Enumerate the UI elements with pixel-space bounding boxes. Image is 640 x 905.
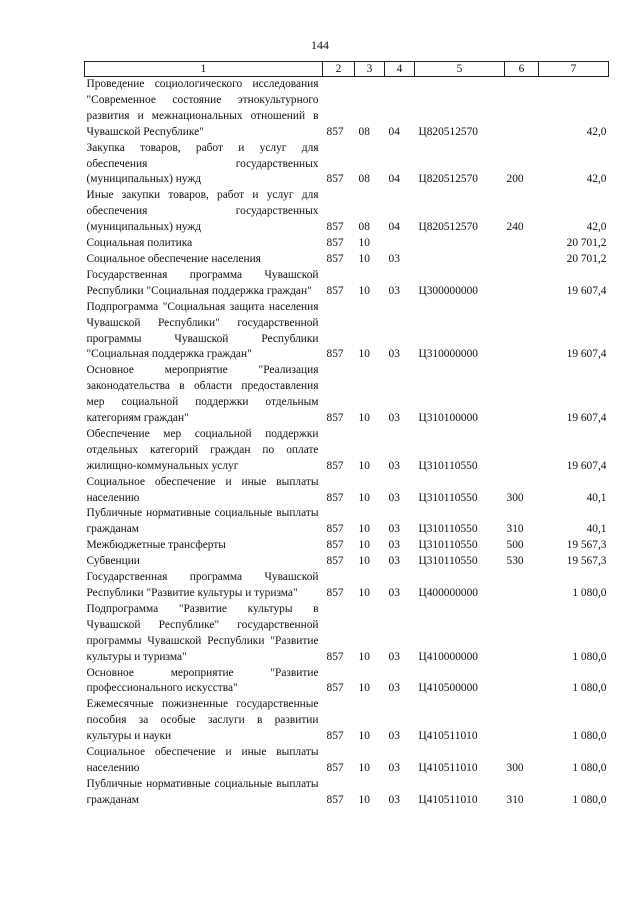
row-name: Подпрограмма "Социальная защита населения Чувашской Республики" государственной программы Чувашской Республики "Социальная поддержка граждан" — [86, 300, 319, 361]
row-section: 08 — [358, 125, 370, 138]
row-name: Основное мероприятие "Реализация законодательства в области предоставления мер социальной поддержки отдельным категориям граждан" — [86, 364, 319, 425]
row-target-article: Ц410511010 — [418, 730, 478, 743]
row-section: 10 — [358, 539, 370, 552]
row-expense-type: 530 — [506, 555, 524, 568]
page-number: 144 — [311, 38, 329, 52]
row-amount: 1 080,0 — [572, 761, 607, 774]
row-subsection: 04 — [388, 173, 400, 186]
row-amount: 40,1 — [586, 491, 607, 504]
row-amount: 19 607,4 — [566, 459, 607, 472]
row-amount: 1 080,0 — [572, 587, 607, 599]
row-subsection: 03 — [388, 459, 400, 472]
row-expense-type — [505, 268, 539, 300]
row-name: Обеспечение мер социальной поддержки отдельных категорий граждан по оплате жилищно-коммунальных услуг — [86, 427, 319, 472]
row-section: 10 — [358, 459, 370, 472]
row-target-article: Ц410511010 — [418, 761, 478, 774]
row-target-article: Ц310110550 — [418, 491, 478, 504]
row-expense-type — [505, 236, 539, 252]
row-code: 857 — [326, 491, 344, 504]
row-target-article: Ц310000000 — [418, 348, 478, 361]
row-section: 10 — [358, 284, 370, 297]
table-row — [85, 188, 609, 236]
row-subsection: 03 — [388, 761, 400, 774]
row-section: 10 — [358, 252, 370, 265]
row-amount: 42,0 — [586, 221, 607, 234]
row-amount: 19 567,3 — [566, 555, 607, 568]
row-subsection: 03 — [388, 539, 400, 552]
table-row — [85, 363, 609, 427]
row-expense-type — [505, 602, 539, 666]
table-row — [85, 475, 609, 507]
row-amount: 42,0 — [586, 173, 607, 186]
row-name: Социальная политика — [86, 237, 193, 250]
row-amount: 19 607,4 — [566, 284, 607, 297]
row-code: 857 — [326, 348, 344, 361]
row-amount: 19 567,3 — [566, 539, 607, 552]
table-row — [85, 77, 609, 141]
row-amount: 42,0 — [586, 125, 607, 138]
row-section: 10 — [358, 348, 370, 361]
row-section: 10 — [358, 523, 370, 536]
row-target-article: Ц820512570 — [418, 221, 478, 234]
row-code: 857 — [326, 761, 344, 774]
table-row — [85, 777, 609, 809]
row-code: 857 — [326, 793, 344, 806]
row-amount: 20 701,2 — [566, 252, 607, 265]
row-section: 10 — [358, 491, 370, 504]
row-name: Проведение социологического исследования "Современное состояние этнокультурного развития и межнациональных отношений в Чувашской Республике" — [86, 78, 319, 138]
row-amount: 1 080,0 — [572, 730, 607, 743]
row-expense-type: 310 — [506, 523, 524, 536]
row-target-article: Ц410511010 — [418, 793, 478, 806]
row-target-article: Ц310110550 — [418, 555, 478, 568]
row-section: 10 — [358, 650, 370, 663]
row-amount: 19 607,4 — [566, 412, 607, 425]
row-name: Социальное обеспечение и иные выплаты населению — [86, 475, 319, 504]
row-name: Государственная программа Чувашской Республики "Развитие культуры и туризма" — [86, 571, 319, 599]
row-expense-type: 240 — [506, 221, 524, 234]
table-row — [85, 554, 609, 570]
row-section: 10 — [358, 730, 370, 743]
row-name: Публичные нормативные социальные выплаты гражданам — [86, 777, 319, 806]
table-row — [85, 300, 609, 364]
header-col-7: 7 — [539, 62, 609, 77]
row-subsection — [385, 236, 415, 252]
table-row — [85, 602, 609, 666]
row-expense-type: 300 — [506, 761, 524, 774]
row-section: 10 — [358, 555, 370, 568]
row-code: 857 — [326, 252, 344, 265]
budget-table — [84, 61, 609, 809]
row-code: 857 — [326, 539, 344, 552]
table-row — [85, 252, 609, 268]
row-expense-type: 200 — [506, 173, 524, 186]
row-expense-type — [505, 427, 539, 475]
row-subsection: 03 — [388, 650, 400, 663]
row-expense-type: 300 — [506, 491, 524, 504]
row-code: 857 — [326, 221, 344, 234]
row-section: 08 — [358, 173, 370, 186]
header-col-5: 5 — [415, 62, 505, 77]
row-code: 857 — [326, 587, 344, 599]
row-amount: 19 607,4 — [566, 348, 607, 361]
row-code: 857 — [326, 555, 344, 568]
table-row — [85, 666, 609, 698]
row-section: 08 — [358, 221, 370, 234]
row-name: Иные закупки товаров, работ и услуг для обеспечения государственных (муниципальных) нужд — [86, 189, 319, 234]
row-code: 857 — [326, 523, 344, 536]
row-code: 857 — [326, 730, 344, 743]
table-row — [85, 236, 609, 252]
table-row — [85, 268, 609, 300]
row-amount: 20 701,2 — [566, 237, 607, 250]
row-section: 10 — [358, 412, 370, 425]
table-row — [85, 745, 609, 777]
row-section: 10 — [358, 682, 370, 695]
row-section: 10 — [358, 761, 370, 774]
row-target-article: Ц410500000 — [418, 682, 478, 695]
row-expense-type — [505, 570, 539, 602]
row-code: 857 — [326, 284, 344, 297]
row-expense-type — [505, 300, 539, 364]
row-section: 10 — [358, 237, 370, 250]
row-target-article: Ц400000000 — [418, 587, 478, 599]
row-expense-type: 500 — [506, 539, 524, 552]
row-target-article: Ц820512570 — [418, 125, 478, 138]
table-row — [85, 538, 609, 554]
row-subsection: 04 — [388, 125, 400, 138]
row-subsection: 04 — [388, 221, 400, 234]
row-code: 857 — [326, 650, 344, 663]
row-amount: 1 080,0 — [572, 793, 607, 806]
row-amount: 1 080,0 — [572, 682, 607, 695]
row-code: 857 — [326, 682, 344, 695]
row-target-article: Ц310110550 — [418, 459, 478, 472]
row-name: Публичные нормативные социальные выплаты гражданам — [86, 507, 319, 536]
row-expense-type — [505, 697, 539, 745]
row-expense-type — [505, 666, 539, 698]
row-subsection: 03 — [388, 284, 400, 297]
row-code: 857 — [326, 412, 344, 425]
row-subsection: 03 — [388, 587, 400, 599]
row-subsection: 03 — [388, 491, 400, 504]
row-name: Закупка товаров, работ и услуг для обеспечения государственных (муниципальных) нужд — [86, 141, 319, 186]
row-subsection: 03 — [388, 523, 400, 536]
table-row — [85, 506, 609, 538]
row-expense-type — [505, 77, 539, 141]
row-name: Социальное обеспечение и иные выплаты населению — [86, 746, 319, 774]
row-subsection: 03 — [388, 555, 400, 568]
row-subsection: 03 — [388, 682, 400, 695]
row-target-article: Ц310100000 — [418, 412, 478, 425]
row-amount: 1 080,0 — [572, 650, 607, 663]
row-subsection: 03 — [388, 252, 400, 265]
header-col-2: 2 — [323, 62, 355, 77]
row-subsection: 03 — [388, 412, 400, 425]
row-target-article: Ц310110550 — [418, 539, 478, 552]
row-section: 10 — [358, 793, 370, 806]
row-amount: 40,1 — [586, 523, 607, 536]
row-name: Подпрограмма "Развитие культуры в Чувашской Республике" государственной программы Чувашской Республики "Развитие культуры и туризма" — [86, 602, 319, 663]
row-name: Основное мероприятие "Развитие профессионального искусства" — [86, 666, 319, 695]
row-target-article: Ц300000000 — [418, 284, 478, 297]
header-row — [85, 62, 609, 77]
row-expense-type: 310 — [506, 793, 524, 806]
table-row — [85, 570, 609, 602]
row-subsection: 03 — [388, 730, 400, 743]
row-name: Межбюджетные трансферты — [86, 539, 226, 552]
row-name: Государственная программа Чувашской Республики "Социальная поддержка граждан" — [86, 268, 319, 297]
row-code: 857 — [326, 459, 344, 472]
header-col-4: 4 — [385, 62, 415, 77]
row-expense-type — [505, 252, 539, 268]
row-section: 10 — [358, 587, 370, 599]
header-col-6: 6 — [505, 62, 539, 77]
row-target-article: Ц820512570 — [418, 173, 478, 186]
row-name: Ежемесячные пожизненные государственные пособия за особые заслуги в развитии культуры и науки — [86, 698, 319, 743]
row-code: 857 — [326, 237, 344, 250]
table-row — [85, 697, 609, 745]
table-row — [85, 141, 609, 189]
row-name: Субвенции — [86, 555, 140, 568]
header-col-1: 1 — [85, 62, 323, 77]
row-code: 857 — [326, 125, 344, 138]
row-target-article: Ц410000000 — [418, 650, 478, 663]
table-row — [85, 427, 609, 475]
row-target-article: Ц310110550 — [418, 523, 478, 536]
row-name: Социальное обеспечение населения — [86, 252, 261, 265]
row-subsection: 03 — [388, 793, 400, 806]
header-col-3: 3 — [355, 62, 385, 77]
row-expense-type — [505, 363, 539, 427]
row-subsection: 03 — [388, 348, 400, 361]
row-target-article — [415, 236, 505, 252]
row-code: 857 — [326, 173, 344, 186]
row-target-article — [415, 252, 505, 268]
